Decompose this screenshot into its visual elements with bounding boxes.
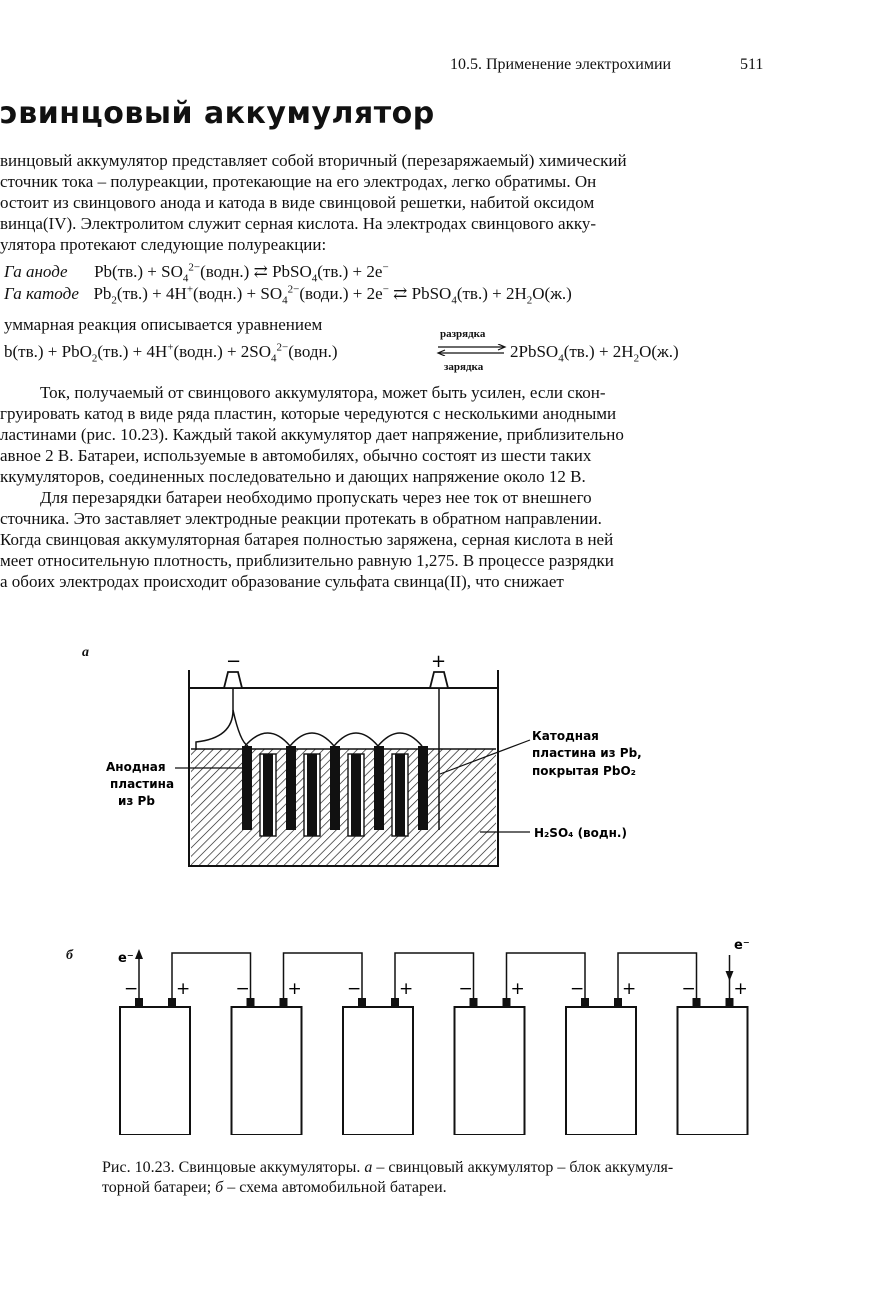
negative-terminal <box>135 998 143 1007</box>
positive-terminal <box>391 998 399 1007</box>
cathode-label-line1: Катодная <box>532 729 599 743</box>
cathode-reaction: Га катоде $Pb_2(тв.)$ + 4H+(водн.) + $SO_4^{2-}(води.) + 2e^-$ ⇄ PbSO$_4$(тв.) + $2H_2O(ж.)$ <box>4 283 572 307</box>
intro-paragraph <box>0 150 766 255</box>
cathode-label-line3: покрытая PbO₂ <box>532 764 636 778</box>
text-line: ккумуляторов, соединенных последовательно и дающих напряжение около 12 В. <box>0 467 586 486</box>
arrow-label-charge: зарядка <box>444 361 484 373</box>
battery-cell <box>232 1007 302 1135</box>
figure-a-letter: а <box>82 645 89 660</box>
positive-terminal <box>430 672 448 688</box>
paragraph-2 <box>0 382 766 487</box>
figure-b-letter: б <box>66 948 73 963</box>
electron-right-label: e⁻ <box>734 938 750 953</box>
page-number: 511 <box>740 56 764 73</box>
negative-terminal <box>224 672 242 688</box>
negative-terminal <box>581 998 589 1007</box>
text-line: ластинами (рис. 10.23). Каждый такой аккумулятор дает напряжение, приблизительно <box>0 425 624 444</box>
battery-cell <box>120 1007 190 1135</box>
text-line: остоит из свинцового анода и катода в виде свинцовой решетки, набитой оксидом <box>0 193 595 212</box>
electron-out-arrow <box>135 949 143 959</box>
figure-caption: Рис. 10.23. Свинцовые аккумуляторы. а – свинцовый аккумулятор – блок аккумуля- торной батареи; б – схема автомобильной батареи. <box>102 1159 674 1196</box>
text-line: сточника. Это заставляет электродные реакции протекать в обратном направлении. <box>0 509 602 528</box>
plus-sign: + <box>510 979 525 999</box>
section-title: ͻвинцовый аккумулятор <box>0 96 435 131</box>
cathode-label: Га катоде <box>4 284 79 303</box>
battery-cells <box>120 949 748 1135</box>
minus-sign: − <box>347 979 362 999</box>
car-battery-schematic <box>100 935 780 1135</box>
plus-sign: + <box>733 979 748 999</box>
positive-terminal <box>503 998 511 1007</box>
negative-terminal <box>358 998 366 1007</box>
battery-cell <box>343 1007 413 1135</box>
negative-terminal <box>247 998 255 1007</box>
minus-sign: − <box>458 979 473 999</box>
plus-sign: + <box>622 979 637 999</box>
text-line: улятора протекают следующие полуреакции: <box>0 235 327 254</box>
text-line: а обоих электродах происходит образование сульфата свинца(II), что снижает <box>0 572 564 591</box>
anode-reaction: Га аноде $Pb(тв.) + SO_4^{2-}(водн.)$ ⇄ PbSO$_4$(тв.) + 2e− <box>4 261 389 285</box>
battery-cell <box>678 1007 748 1135</box>
equilibrium-arrow <box>436 344 508 356</box>
text-line: сточник тока – полуреакции, протекающие на его электродах, легко обратимы. Он <box>0 172 597 191</box>
text-line: меет относительную плотность, приблизительно равную 1,275. В процессе разрядки <box>0 551 614 570</box>
electrolyte <box>191 749 496 865</box>
text-line: Для перезарядки батареи необходимо пропускать через нее ток от внешнего <box>40 488 592 507</box>
battery-cell <box>566 1007 636 1135</box>
negative-terminal <box>693 998 701 1007</box>
text-line: груировать катод в виде ряда пластин, которые чередуются с несколькими анодными <box>0 404 617 423</box>
minus-sign: − <box>235 979 250 999</box>
paragraph-3 <box>0 487 766 592</box>
plus-sign: + <box>399 979 414 999</box>
anode-label: Га аноде <box>4 262 68 281</box>
arrow-label-discharge: разрядка <box>440 328 486 340</box>
positive-terminal <box>168 998 176 1007</box>
text-line: Когда свинцовая аккумуляторная батарея полностью заряжена, серная кислота в ней <box>0 530 614 549</box>
text-line: винца(IV). Электролитом служит серная кислота. На электродах свинцового акку- <box>0 214 597 233</box>
overall-reaction: b(тв.) + PbO$_2$(тв.) + 4H+(водн.) + $2SO_4^{2-}(водн.)$ <box>4 341 338 365</box>
lead-acid-cell-diagram <box>100 650 660 880</box>
minus-sign: − <box>681 979 696 999</box>
electron-in-arrow <box>726 971 734 981</box>
text-line: авное 2 В. Батареи, используемые в автомобилях, обычно состоят из шести таких <box>0 446 592 465</box>
cathode-label-line2: пластина из Pb, <box>532 746 642 760</box>
positive-terminal <box>614 998 622 1007</box>
minus-sign: − <box>226 651 242 672</box>
positive-terminal <box>726 998 734 1007</box>
plus-sign: + <box>287 979 302 999</box>
anode-label-line2: пластина <box>110 777 175 791</box>
battery-cell <box>455 1007 525 1135</box>
electrolyte-label: H₂SO₄ (водн.) <box>534 826 627 840</box>
positive-terminal <box>280 998 288 1007</box>
minus-sign: − <box>570 979 585 999</box>
text-line: винцовый аккумулятор представляет собой вторичный (перезаряжаемый) химический <box>0 151 627 170</box>
text-line: Ток, получаемый от свинцового аккумулятора, может быть усилен, если скон- <box>40 383 606 402</box>
overall-products: 2PbSO$_4$(тв.) + $2H_2O(ж.)$ <box>510 342 679 365</box>
plus-sign: + <box>176 979 191 999</box>
electron-left-label: e⁻ <box>118 951 134 966</box>
overall-intro: уммарная реакция описывается уравнением <box>4 315 323 334</box>
anode-label-line3: из Pb <box>118 794 155 808</box>
negative-terminal <box>470 998 478 1007</box>
minus-sign: − <box>124 979 139 999</box>
plus-sign: + <box>431 651 447 672</box>
anode-label-line1: Анодная <box>106 760 166 774</box>
running-title: 10.5. Применение электрохимии <box>450 56 672 73</box>
